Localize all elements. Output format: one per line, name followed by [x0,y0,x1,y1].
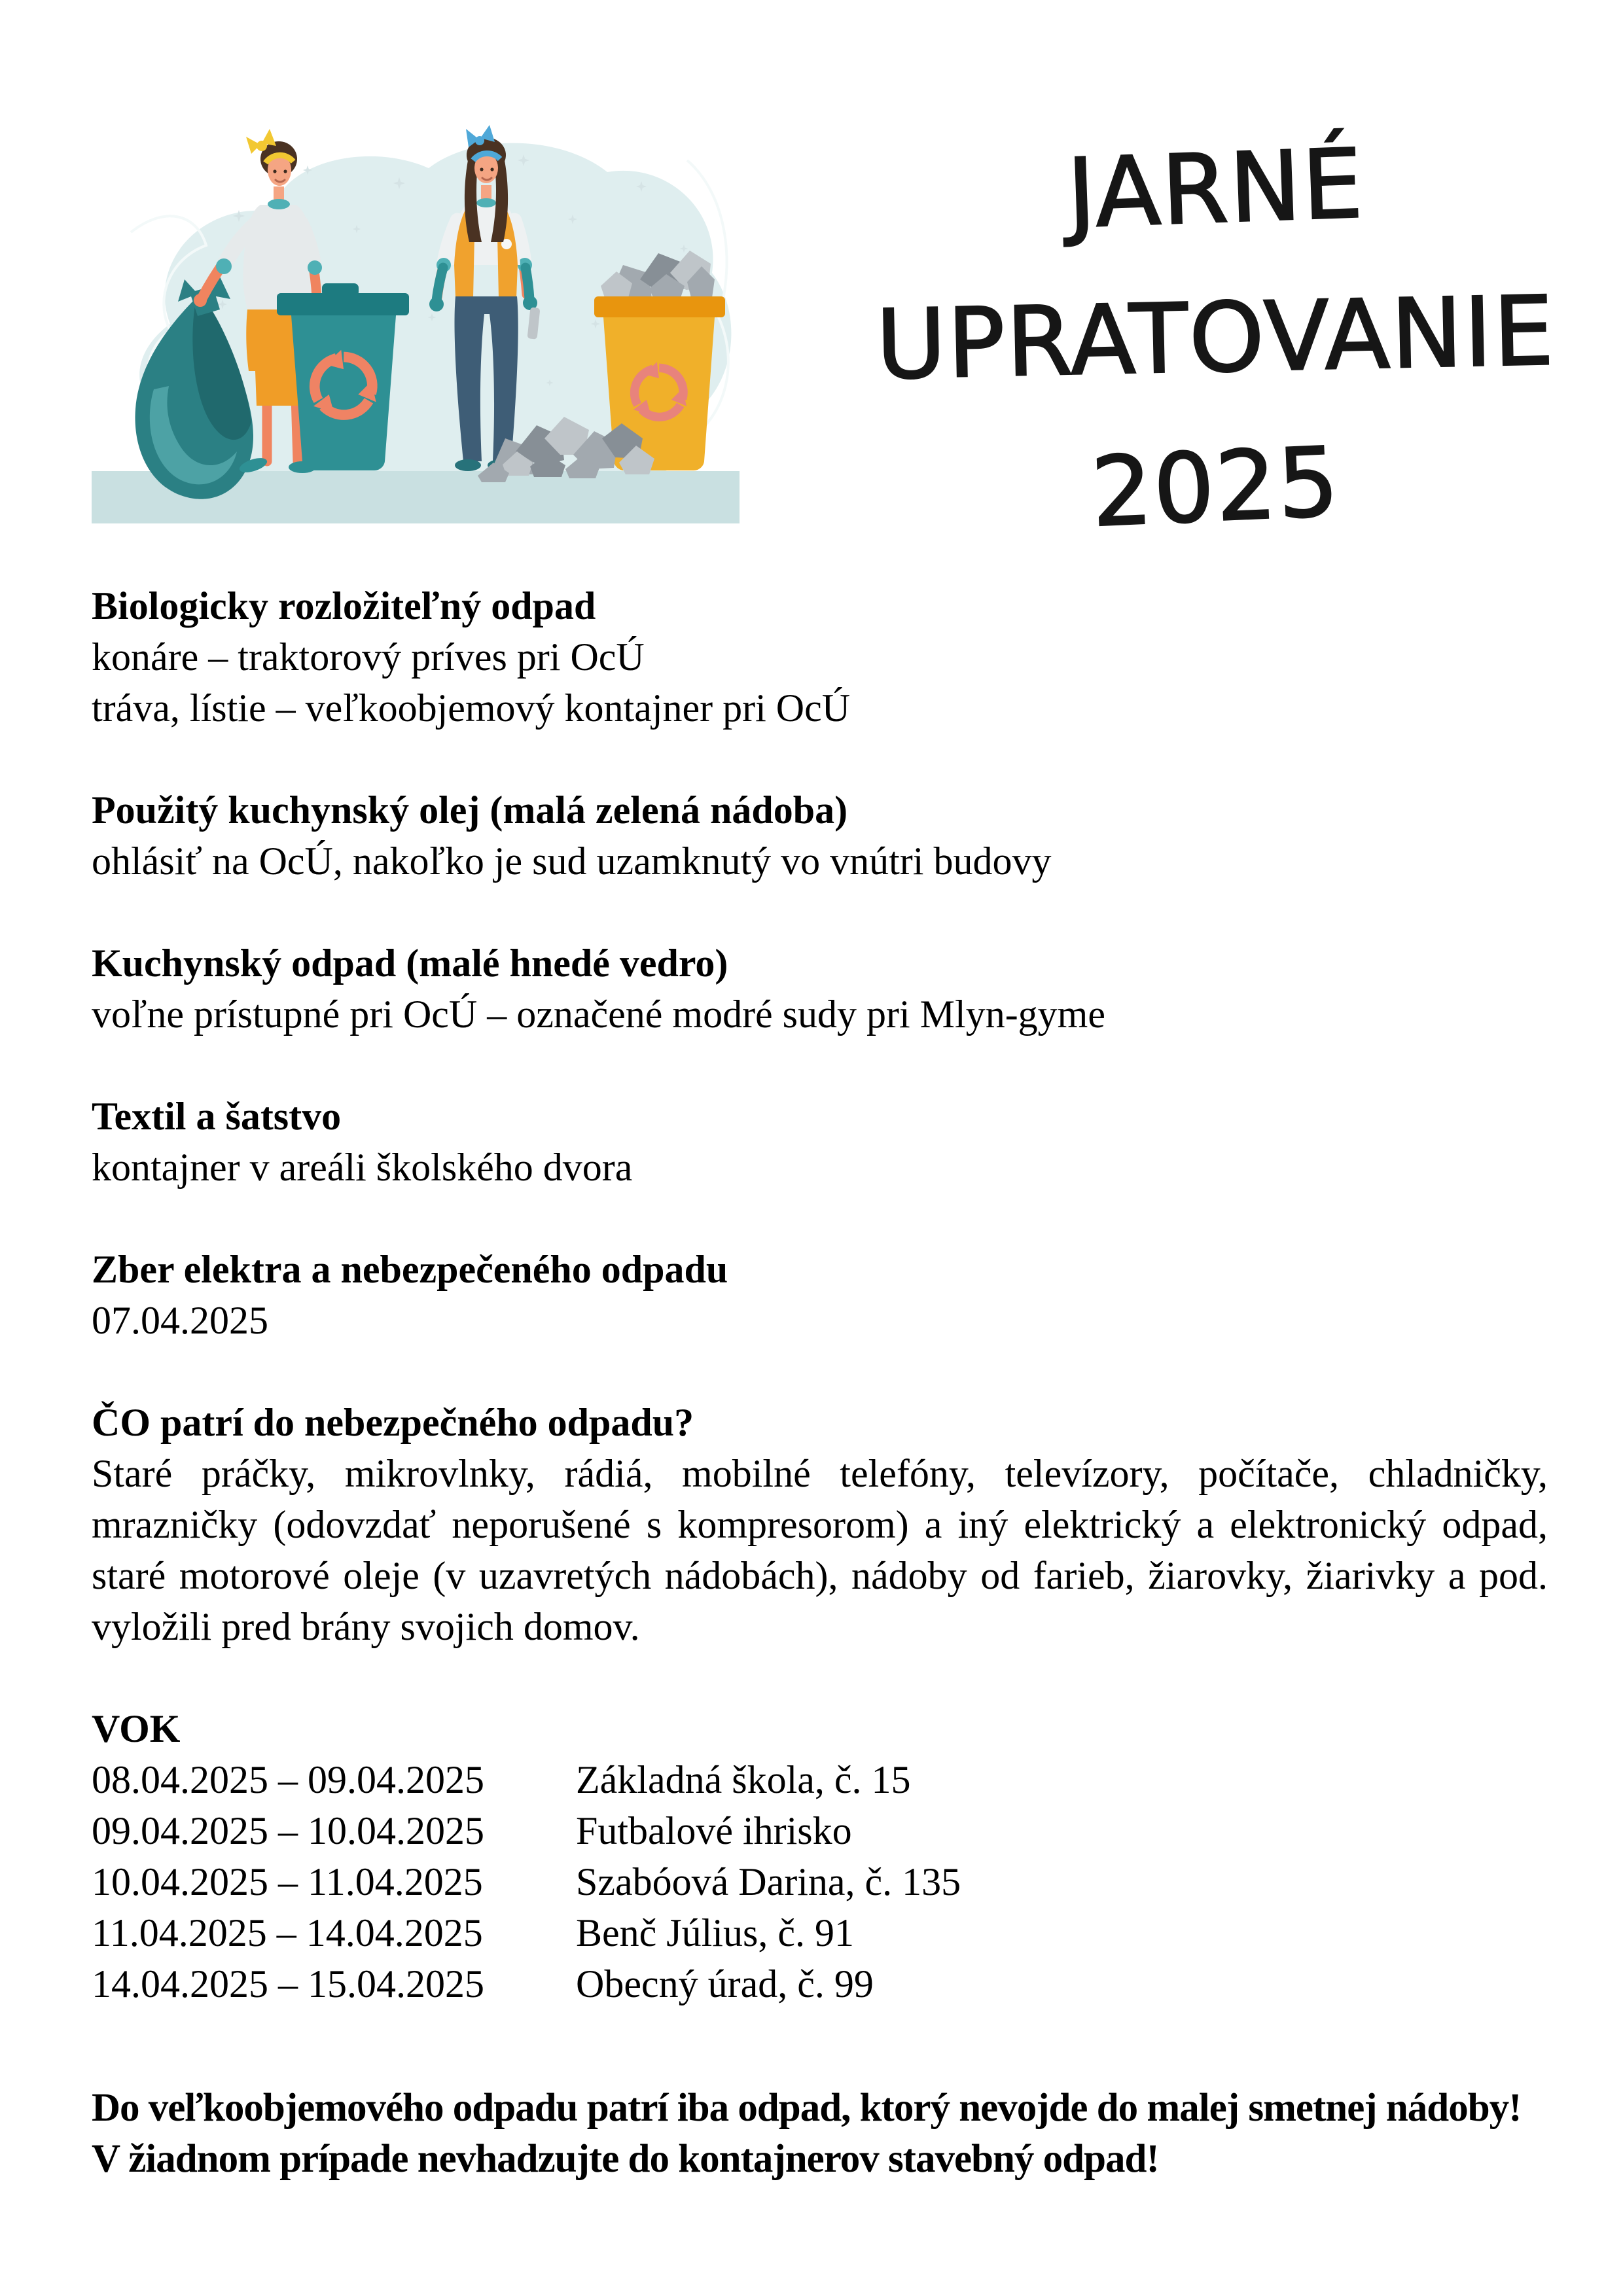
section-textile [92,1091,1548,1193]
vok-dates: 08.04.2025 – 09.04.2025 [92,1758,484,1801]
section-line: konáre – traktorový príves pri OcÚ [92,635,645,679]
title-line-3: 2025 [1089,426,1342,549]
footer-line: V žiadnom prípade nevhadzujte do kontajnerov stavebný odpad! [92,2137,1159,2181]
section-heading: ČO patrí do nebezpečného odpadu? [92,1401,694,1444]
vok-dates: 11.04.2025 – 14.04.2025 [92,1911,483,1954]
title-line-1: JARNÉ [1065,128,1366,250]
vok-dates: 09.04.2025 – 10.04.2025 [92,1809,484,1852]
footer-line: Do veľkoobjemového odpadu patrí iba odpad, ktorý nevojde do malej smetnej nádoby! [92,2086,1522,2130]
vok-location: Základná škola, č. 15 [576,1758,911,1801]
section-line: ohlásiť na OcÚ, nakoľko je sud uzamknutý vo vnútri budovy [92,839,1052,883]
vok-row [92,1754,1548,1805]
section-line: 07.04.2025 [92,1299,268,1342]
footer-note [92,2083,1548,2185]
vok-heading: VOK [92,1707,181,1750]
section-vok [92,1703,1548,2009]
vok-location: Futbalové ihrisko [576,1809,852,1852]
section-heading: Textil a šatstvo [92,1095,342,1138]
vok-row [92,1958,1548,2009]
page-title [818,115,1613,562]
vok-row [92,1907,1548,1958]
section-heading: Použitý kuchynský olej (malá zelená nádoba) [92,788,848,832]
vok-row [92,1805,1548,1856]
section-paragraph: Staré práčky, mikrovlnky, rádiá, mobilné telefóny, televízory, počítače, chladničky, mrazničky (odovzdať neporušené s kompresorom) a iný elektrický a elektronický odpad, staré motorové oleje (v uzavretých nádobách), nádoby od farieb, žiarovky, žiarivky a pod. vyložili pred brány svojich domov. [92,1452,1548,1648]
section-line: kontajner v areáli školského dvora [92,1146,633,1189]
section-line: voľne prístupné pri OcÚ – označené modré sudy pri Mlyn-gyme [92,993,1105,1036]
section-kitchen-waste [92,938,1548,1040]
section-heading: Biologicky rozložiteľný odpad [92,584,596,627]
section-hazardous-info [92,1397,1548,1652]
vok-dates: 14.04.2025 – 15.04.2025 [92,1962,484,2005]
vok-location: Szabóová Darina, č. 135 [576,1860,961,1903]
section-line: tráva, lístie – veľkoobjemový kontajner pri OcÚ [92,686,851,730]
title-line-2: UPRATOVANIE [875,275,1556,401]
section-electro-collection [92,1244,1548,1346]
section-heading: Kuchynský odpad (malé hnedé vedro) [92,942,728,985]
header [0,0,1623,549]
vok-location: Benč Július, č. 91 [576,1911,854,1954]
vok-row [92,1856,1548,1907]
vok-location: Obecný úrad, č. 99 [576,1962,874,2005]
section-cooking-oil [92,785,1548,887]
section-bio-waste [92,580,1548,733]
cleanup-illustration [92,108,740,523]
section-heading: Zber elektra a nebezpečeného odpadu [92,1248,728,1291]
content [0,533,1623,2185]
vok-dates: 10.04.2025 – 11.04.2025 [92,1860,483,1903]
